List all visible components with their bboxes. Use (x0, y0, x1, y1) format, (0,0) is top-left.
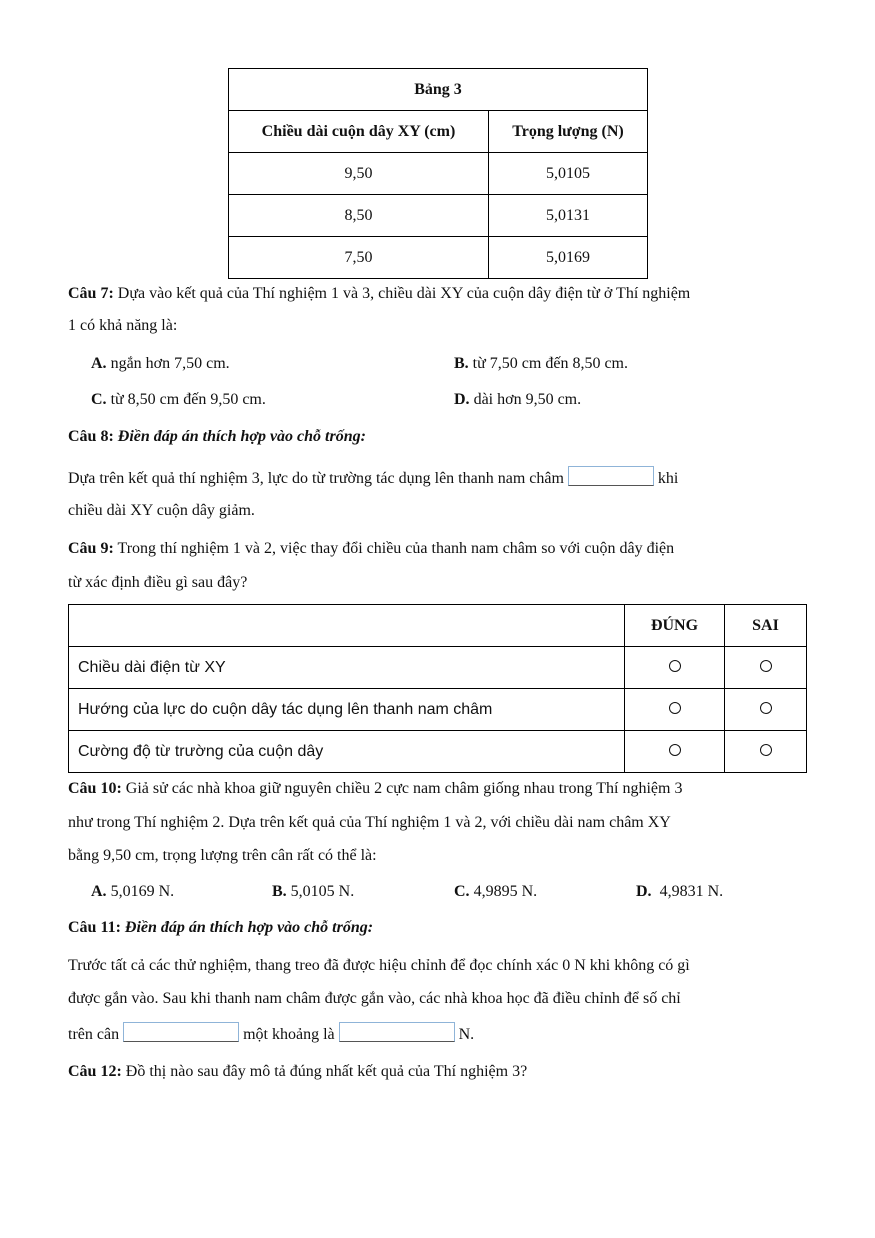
q11-label: Câu 11: (68, 919, 121, 936)
cell-length: 8,50 (229, 195, 489, 237)
true-false-table (68, 604, 807, 773)
q10-option-a[interactable]: A. 5,0169 N. (91, 883, 175, 900)
cell-length: 7,50 (229, 237, 489, 279)
radio-circle-icon[interactable] (760, 660, 772, 672)
radio-true[interactable] (625, 647, 725, 689)
q9-text-line1: Câu 9: Trong thí nghiệm 1 và 2, việc thay đổi chiều của thanh nam châm so với cuộn dây điện (68, 540, 675, 557)
q10-text-line2: như trong Thí nghiệm 2. Dựa trên kết quả của Thí nghiệm 1 và 2, với chiều dài nam châm XY (68, 814, 671, 831)
table-row (229, 237, 648, 279)
q11-answer-blank-2[interactable] (339, 1022, 455, 1042)
statement-text: Chiều dài điện từ XY (69, 647, 625, 689)
q11-instruction: Điền đáp án thích hợp vào chỗ trống: (120, 919, 374, 936)
radio-false[interactable] (725, 689, 807, 731)
q10-option-c[interactable]: C. 4,9895 N. (454, 883, 538, 900)
q7-text-line2: 1 có khả năng là: (68, 317, 178, 334)
q7-label: Câu 7: (68, 285, 114, 302)
q10-label: Câu 10: (68, 780, 122, 797)
radio-true[interactable] (625, 731, 725, 773)
radio-false[interactable] (725, 647, 807, 689)
cell-length: 9,50 (229, 153, 489, 195)
q9-label: Câu 9: (68, 540, 114, 557)
q12-label: Câu 12: (68, 1063, 122, 1080)
q8-instruction: Điền đáp án thích hợp vào chỗ trống: (113, 428, 366, 445)
table-row (69, 731, 807, 773)
q10-option-d[interactable]: D. 4,9831 N. (636, 883, 724, 900)
q8-text-line1: Dựa trên kết quả thí nghiệm 3, lực do từ trường tác dụng lên thanh nam châm khi (68, 466, 678, 489)
q7-option-d[interactable]: D. dài hơn 9,50 cm. (454, 391, 582, 408)
column-header-true: ĐÚNG (625, 605, 725, 647)
statement-text: Hướng của lực do cuộn dây tác dụng lên thanh nam châm (69, 689, 625, 731)
q10-option-b[interactable]: B. 5,0105 N. (272, 883, 355, 900)
statement-header (69, 605, 625, 647)
q11-text-line1: Trước tất cả các thử nghiệm, thang treo đã được hiệu chỉnh để đọc chính xác 0 N khi không có gì (68, 957, 690, 974)
q10-text-line3: bằng 9,50 cm, trọng lượng trên cân rất có thể là: (68, 847, 377, 864)
q7-text-line1 (68, 284, 690, 304)
table-3 (228, 68, 648, 279)
radio-circle-icon[interactable] (760, 744, 772, 756)
q8-label: Câu 8: (68, 428, 114, 445)
cell-weight: 5,0169 (489, 237, 648, 279)
column-header-weight: Trọng lượng (N) (489, 111, 648, 153)
q10-text-line1: Câu 10: Giả sử các nhà khoa giữ nguyên chiều 2 cực nam châm giống nhau trong Thí nghiệm 3 (68, 780, 683, 797)
q7-option-a[interactable]: A. ngắn hơn 7,50 cm. (91, 355, 230, 372)
radio-false[interactable] (725, 731, 807, 773)
cell-weight: 5,0105 (489, 153, 648, 195)
radio-true[interactable] (625, 689, 725, 731)
table-title: Bảng 3 (229, 69, 648, 111)
q8-answer-blank[interactable] (568, 466, 654, 486)
table-row (69, 647, 807, 689)
q11-text-line3: trên cân một khoảng là N. (68, 1022, 474, 1045)
q8-header (68, 427, 366, 447)
q7-text: Dựa vào kết quả của Thí nghiệm 1 và 3, chiều dài XY của cuộn dây điện từ ở Thí nghiệm (113, 285, 691, 302)
column-header-length: Chiều dài cuộn dây XY (cm) (229, 111, 489, 153)
q11-answer-blank-1[interactable] (123, 1022, 239, 1042)
table-row (229, 153, 648, 195)
q9-text-line2: từ xác định điều gì sau đây? (68, 574, 248, 591)
q7-option-c[interactable]: C. từ 8,50 cm đến 9,50 cm. (91, 391, 266, 408)
table-row (69, 689, 807, 731)
radio-circle-icon[interactable] (669, 744, 681, 756)
radio-circle-icon[interactable] (669, 702, 681, 714)
column-header-false: SAI (725, 605, 807, 647)
q11-header (68, 918, 373, 938)
statement-text: Cường độ từ trường của cuộn dây (69, 731, 625, 773)
cell-weight: 5,0131 (489, 195, 648, 237)
q7-option-b[interactable]: B. từ 7,50 cm đến 8,50 cm. (454, 355, 628, 372)
table-row (229, 195, 648, 237)
radio-circle-icon[interactable] (669, 660, 681, 672)
q8-text-line2: chiều dài XY cuộn dây giảm. (68, 502, 255, 519)
q11-text-line2: được gắn vào. Sau khi thanh nam châm được gắn vào, các nhà khoa học đã điều chỉnh để số chỉ (68, 990, 681, 1007)
q12-text: Câu 12: Đồ thị nào sau đây mô tả đúng nhất kết quả của Thí nghiệm 3? (68, 1063, 528, 1080)
radio-circle-icon[interactable] (760, 702, 772, 714)
